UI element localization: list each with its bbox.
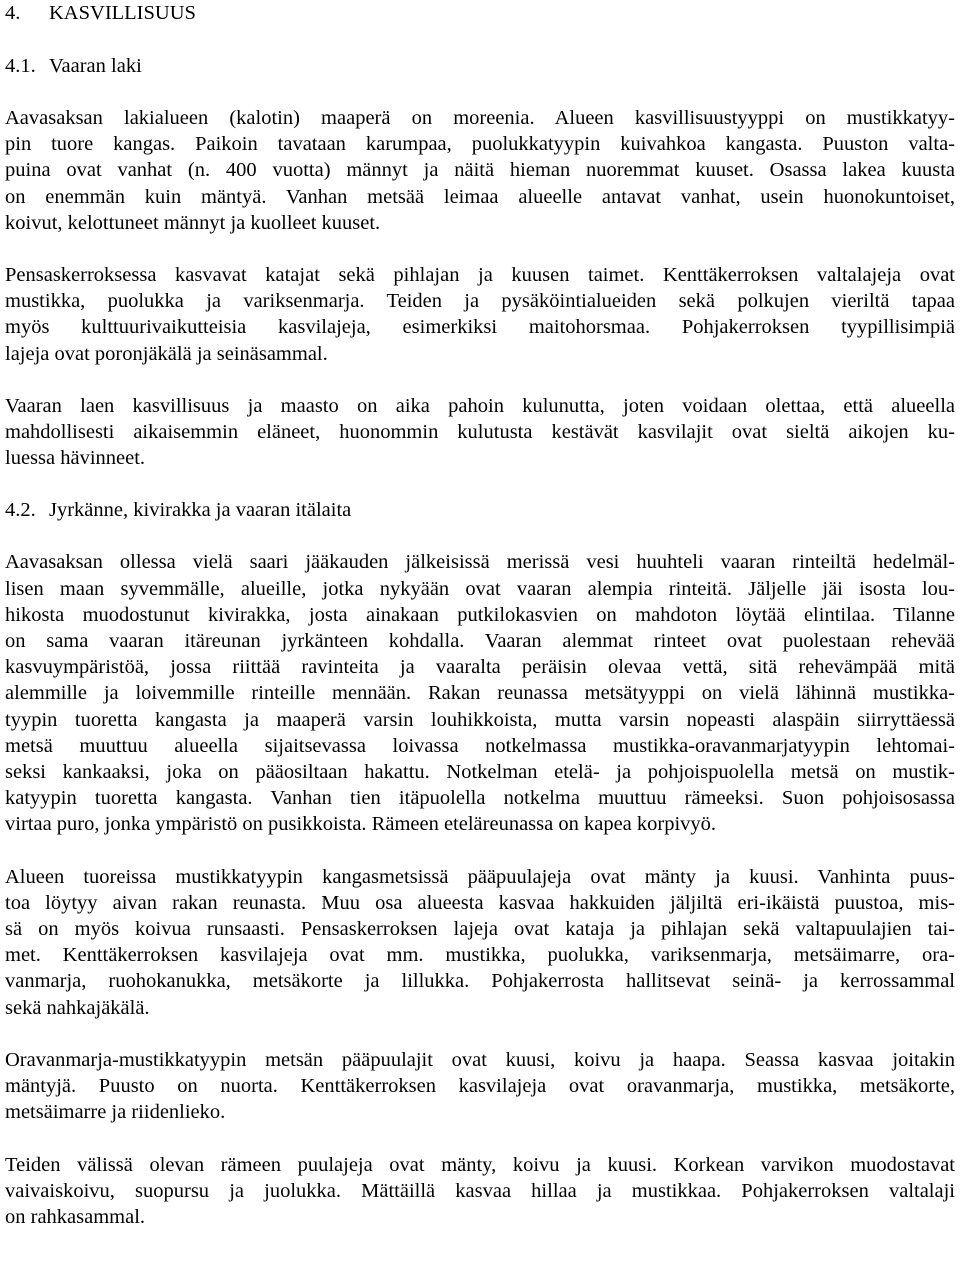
text-line: mustikka, puolukka ja variksenmarja. Teiden ja pysäköintialueiden sekä polkujen vieriltä tapaa xyxy=(5,290,955,313)
text-line: katyypin tuoretta kangasta. Vanhan tien itäpuolella notkelma muuttuu rämeeksi. Suon pohjoisosassa xyxy=(5,787,955,810)
paragraph-mustikkatyyppi xyxy=(5,864,955,1021)
text-line: on sama vaaran itäreunan jyrkänteen kohdalla. Vaaran alemmat rinteet ovat puolestaan rehevää xyxy=(5,630,955,653)
paragraph-kuluneisuus xyxy=(5,393,955,472)
paragraph-rame xyxy=(5,1152,955,1231)
text-line: pin tuore kangas. Paikoin tavataan karumpaa, puolukkatyypin kuivahkoa kangasta. Puuston valta- xyxy=(5,133,955,156)
text-line: mäntyjä. Puusto on nuorta. Kenttäkerroksen kasvilajeja ovat oravanmarja, mustikka, metsäkorte, xyxy=(5,1075,955,1098)
section-title: Jyrkänne, kivirakka ja vaaran itälaita xyxy=(49,499,352,522)
text-line: tyypin tuoretta kangasta ja maaperä varsin louhikkoista, mutta varsin nopeasti alaspäin siirryttäessä xyxy=(5,708,955,731)
text-line: puina ovat vanhat (n. 400 vuotta) männyt ja näitä hieman nuoremmat kuuset. Osassa lakea kuusta xyxy=(5,159,955,182)
text-line: Alueen tuoreissa mustikkatyypin kangasmetsissä pääpuulajeja ovat mänty ja kuusi. Vanhinta puus- xyxy=(5,865,955,888)
text-line: virtaa puro, jonka ympäristö on pusikkoista. Rämeen eteläreunassa on kapea korpivyö. xyxy=(5,813,717,836)
text-line: metsäimarre ja riidenlieko. xyxy=(5,1101,226,1124)
paragraph-kivirakka xyxy=(5,549,955,837)
text-line: on enemmän kuin mäntyä. Vanhan metsää leimaa alueelle antavat vanhat, usein huonokuntoiset, xyxy=(5,185,955,208)
text-line: seksi kankaaksi, joka on pääosiltaan hakattu. Notkelman etelä- ja pohjoispuolella metsä on mustik- xyxy=(5,761,955,784)
section-heading-4-2 xyxy=(5,497,955,523)
text-line: luessa hävinneet. xyxy=(5,447,146,470)
text-line: metsä muuttuu alueella sijaitsevassa loivassa notkelmassa mustikka-oravanmarjatyypin lehtomai- xyxy=(5,734,955,757)
text-line: vanmarja, ruohokanukka, metsäkorte ja lillukka. Pohjakerrosta hallitsevat seinä- ja kerrossammal xyxy=(5,970,955,993)
text-line: sä on myös koivua runsaasti. Pensaskerroksen lajeja ovat kataja ja pihlajan sekä valtapuulajien tai- xyxy=(5,918,955,941)
text-line: lajeja ovat poronjäkälä ja seinäsammal. xyxy=(5,342,328,365)
text-line: kasvuympäristöä, jossa riittää ravinteita ja vaaralta peräisin olevaa vettä, sitä rehevämpää mitä xyxy=(5,656,955,679)
text-line: sekä nahkajäkälä. xyxy=(5,996,150,1019)
document-page xyxy=(5,0,955,1230)
text-line: Vaaran laen kasvillisuus ja maasto on aika pahoin kulunutta, joten voidaan olettaa, että alueella xyxy=(5,394,955,417)
paragraph-maapera xyxy=(5,105,955,236)
text-line: lisen maan syvemmälle, alueille, jotka nykyään ovat vaaran alempia rinteitä. Jäljelle jäi isosta lou- xyxy=(5,577,955,600)
text-line: hikosta muodostunut kivirakka, josta ainakaan putkilokasvien on mahdoton löytää elintilaa. Tilanne xyxy=(5,603,955,626)
chapter-heading xyxy=(5,0,955,26)
text-line: mahdollisesti aikaisemmin eläneet, huonommin kulutusta kestävät kasvilajit ovat sieltä aikojen ku- xyxy=(5,421,955,444)
text-line: toa löytyy aivan rakan reunasta. Muu osa alueesta kasvaa hakkuiden jäljiltä eri-ikäistä puustoa, mis- xyxy=(5,891,955,914)
section-heading-4-1 xyxy=(5,53,955,79)
text-line: alemmille ja loivemmille rinteille mennään. Rakan reunassa metsätyyppi on vielä lähinnä mustikka- xyxy=(5,682,955,705)
paragraph-oravanmarja xyxy=(5,1047,955,1126)
text-line: met. Kenttäkerroksen kasvilajeja ovat mm. mustikka, puolukka, variksenmarja, metsäimarre, ora- xyxy=(5,944,955,967)
section-title: Vaaran laki xyxy=(49,55,142,77)
text-line: on rahkasammal. xyxy=(5,1205,146,1228)
text-line: myös kulttuurivaikutteisia kasvilajeja, esimerkiksi maitohorsmaa. Pohjakerroksen tyypillisimpiä xyxy=(5,316,955,339)
text-line: Teiden välissä olevan rämeen puulajeja ovat mänty, koivu ja kuusi. Korkean varvikon muodostavat xyxy=(5,1153,955,1176)
chapter-title: KASVILLISUUS xyxy=(49,2,196,24)
text-line: koivut, kelottuneet männyt ja kuolleet kuuset. xyxy=(5,211,381,234)
paragraph-pensaskerros xyxy=(5,262,955,367)
text-line: Aavasaksan ollessa vielä saari jääkauden jälkeisissä merissä vesi huuhteli vaaran rinteiltä hedelmäl- xyxy=(5,551,955,574)
text-line: vaivaiskoivu, suopursu ja juolukka. Mättäillä kasvaa hillaa ja mustikkaa. Pohjakerroksen valtalaji xyxy=(5,1179,955,1202)
section-number: 4.2. xyxy=(5,499,36,522)
text-line: Aavasaksan lakialueen (kalotin) maaperä on moreenia. Alueen kasvillisuustyyppi on mustikkatyy- xyxy=(5,107,955,129)
text-line: Oravanmarja-mustikkatyypin metsän pääpuulajit ovat kuusi, koivu ja haapa. Seassa kasvaa joitakin xyxy=(5,1048,955,1071)
text-line: Pensaskerroksessa kasvavat katajat sekä pihlajan ja kuusen taimet. Kenttäkerroksen valtalajeja ovat xyxy=(5,264,955,287)
section-number: 4.1. xyxy=(5,55,36,77)
chapter-number: 4. xyxy=(5,2,21,24)
